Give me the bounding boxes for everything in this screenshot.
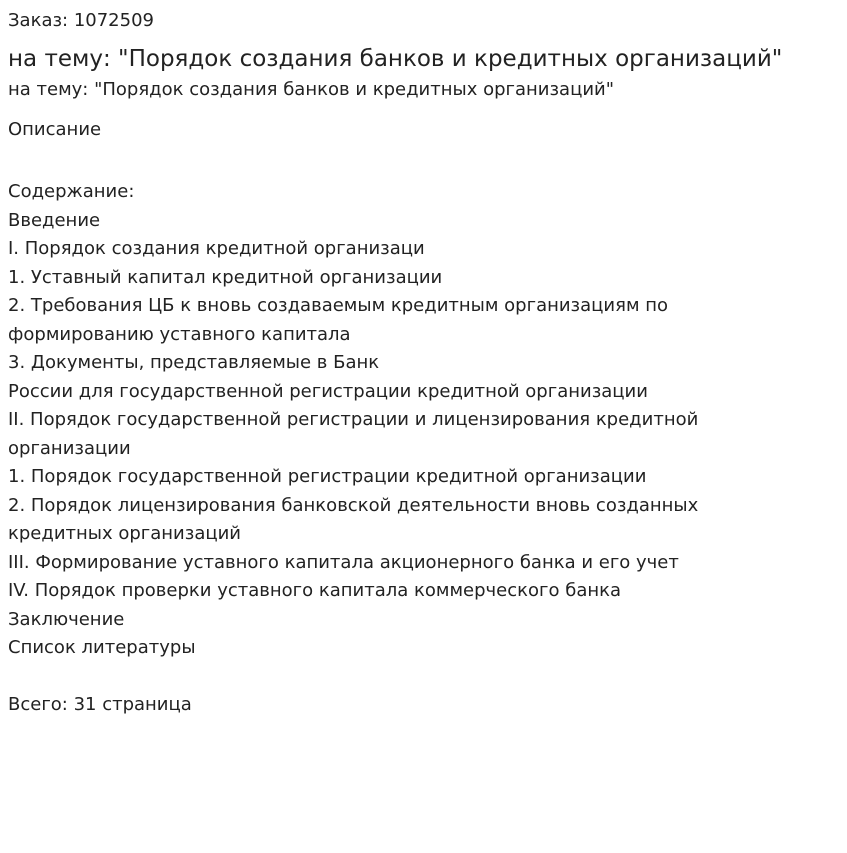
contents-item: 1. Уставный капитал кредитной организации xyxy=(8,266,443,288)
order-number: Заказ: 1072509 xyxy=(8,10,154,31)
document-title: на тему: "Порядок создания банков и кредитных организаций" xyxy=(8,46,783,72)
contents-item: Заключение xyxy=(8,608,125,630)
contents-heading: Содержание: xyxy=(8,181,135,202)
contents-item: кредитных организаций xyxy=(8,523,241,544)
contents-item: IV. Порядок проверки уставного капитала коммерческого банка xyxy=(8,580,622,601)
document-subtitle: на тему: "Порядок создания банков и кредитных организаций" xyxy=(8,79,615,100)
table-of-contents xyxy=(8,178,839,663)
contents-item: Список литературы xyxy=(8,637,196,658)
contents-item: организации xyxy=(8,437,131,459)
contents-item: II. Порядок государственной регистрации и лицензирования кредитной xyxy=(8,409,699,430)
contents-item: формированию уставного капитала xyxy=(8,323,351,345)
page-count: Всего: 31 страница xyxy=(8,693,192,715)
contents-item: 2. Требования ЦБ к вновь создаваемым кредитным организациям по xyxy=(8,295,669,316)
contents-item: России для государственной регистрации кредитной организации xyxy=(8,380,648,402)
description-heading: Описание xyxy=(8,119,102,140)
contents-item: I. Порядок создания кредитной организаци xyxy=(8,238,425,259)
contents-item: 2. Порядок лицензирования банковской деятельности вновь созданных xyxy=(8,494,699,516)
contents-item: Введение xyxy=(8,209,101,231)
contents-item: 3. Документы, представляемые в Банк xyxy=(8,352,380,373)
contents-item: 1. Порядок государственной регистрации кредитной организации xyxy=(8,466,647,487)
contents-item: III. Формирование уставного капитала акционерного банка и его учет xyxy=(8,551,679,573)
